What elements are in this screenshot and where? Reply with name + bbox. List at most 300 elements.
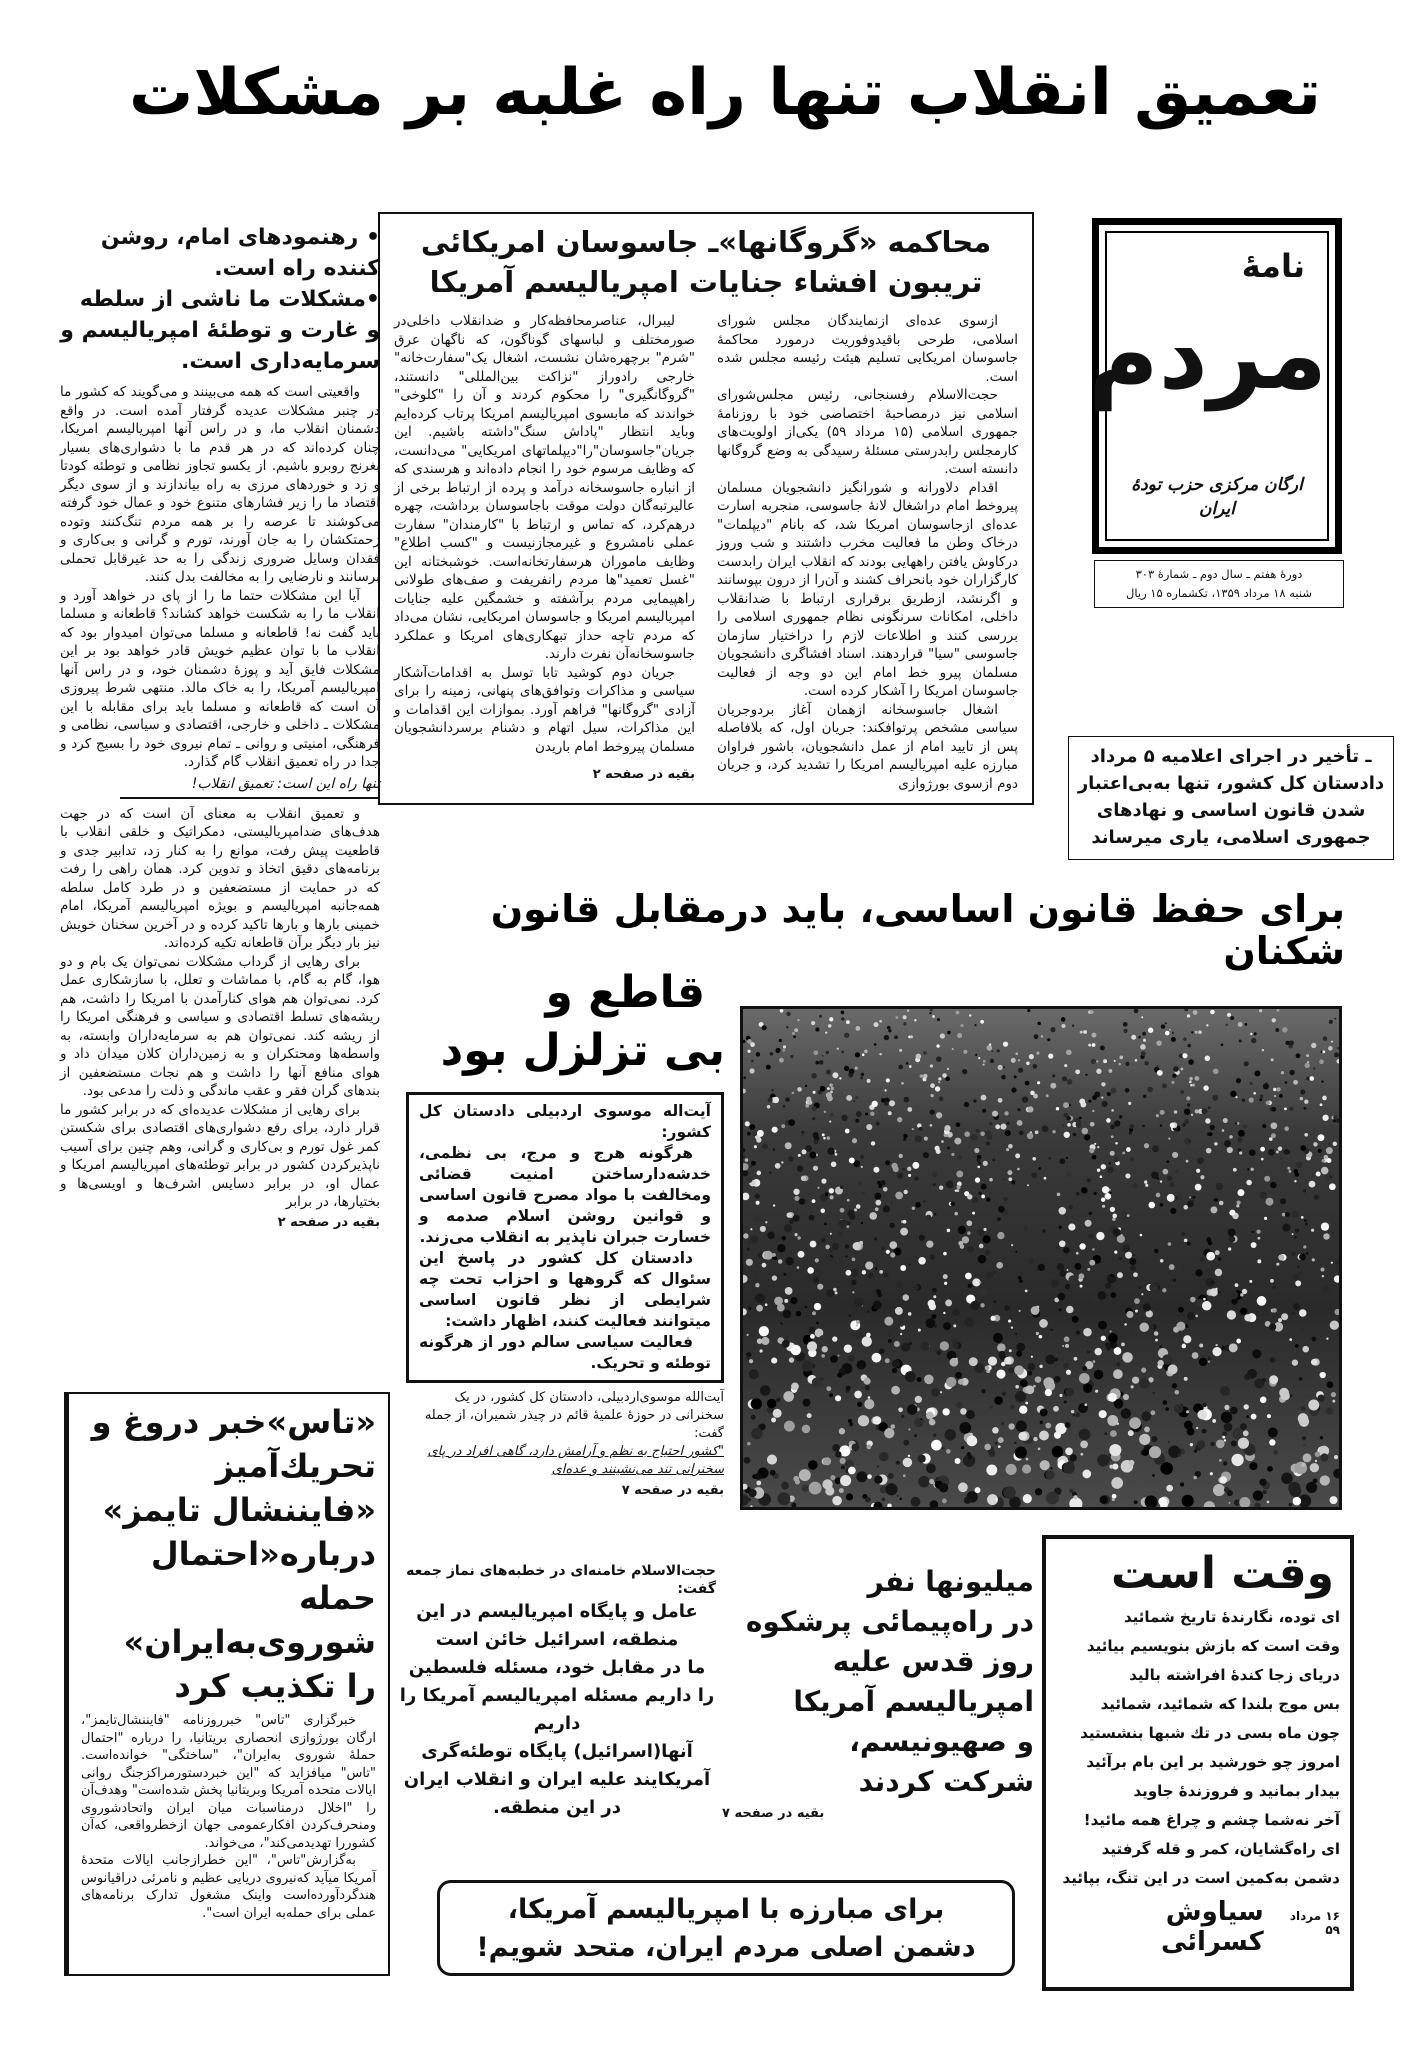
photo-grain: [801, 1134, 803, 1136]
photo-grain: [1152, 1392, 1154, 1394]
photo-grain: [1333, 1115, 1337, 1119]
photo-grain: [1258, 1237, 1261, 1240]
photo-grain: [1210, 1472, 1213, 1475]
photo-grain: [1320, 1475, 1330, 1485]
photo-grain: [1322, 1050, 1325, 1053]
photo-grain: [1265, 1198, 1273, 1206]
photo-grain: [1147, 1087, 1153, 1093]
photo-grain: [858, 1181, 862, 1185]
photo-grain: [785, 1097, 790, 1102]
photo-grain: [1331, 1041, 1333, 1043]
photo-grain: [1308, 1400, 1319, 1411]
photo-grain: [1045, 1423, 1051, 1429]
photo-grain: [842, 1443, 844, 1445]
photo-grain: [931, 1440, 942, 1451]
poem-line: ای توده، نگارندهٔ تاریخ شمائید: [1123, 1608, 1340, 1626]
photo-grain: [1084, 1134, 1090, 1140]
photo-grain: [839, 1077, 841, 1079]
photo-grain: [1317, 1395, 1324, 1402]
issue-line: دورهٔ هفتم ـ سال دوم ـ شمارهٔ ۳۰۳: [1135, 567, 1303, 581]
photo-grain: [809, 1215, 815, 1221]
photo-grain: [799, 1469, 811, 1481]
photo-grain: [866, 1124, 872, 1130]
photo-grain: [846, 1225, 849, 1228]
photo-grain: [899, 1498, 902, 1501]
photo-grain: [1227, 1013, 1231, 1017]
photo-grain: [819, 1060, 824, 1065]
photo-grain: [1111, 1292, 1117, 1298]
photo-grain: [903, 1458, 913, 1468]
photo-grain: [1042, 1125, 1049, 1132]
photo-grain: [865, 1497, 871, 1503]
photo-grain: [995, 1442, 997, 1444]
photo-grain: [794, 1196, 799, 1201]
photo-grain: [1209, 1132, 1213, 1136]
photo-grain: [1133, 1272, 1138, 1277]
photo-grain: [799, 1198, 805, 1204]
photo-grain: [1295, 1280, 1301, 1286]
photo-grain: [1065, 1448, 1073, 1456]
photo-grain: [1306, 1077, 1310, 1081]
photo-grain: [884, 1035, 889, 1040]
editorial-signoff: تنها راه این است: تعمیق انقلاب!: [120, 776, 380, 799]
photo-grain: [1150, 1410, 1155, 1415]
article-headline: «فایننشال تایمز»: [102, 1491, 376, 1529]
photo-grain: [801, 1131, 804, 1134]
photo-grain: [1172, 1152, 1178, 1158]
photo-grain: [1315, 1452, 1321, 1458]
photo-grain: [793, 1189, 799, 1195]
photo-grain: [793, 1035, 796, 1038]
photo-grain: [1097, 1454, 1109, 1466]
photo-grain: [1114, 1157, 1119, 1162]
photo-grain: [1269, 1323, 1276, 1330]
photo-grain: [1107, 1415, 1118, 1426]
photo-grain: [832, 1444, 840, 1452]
photo-grain: [767, 1105, 771, 1109]
slogan-line: دشمن اصلی مردم ایران، متحد شویم!: [476, 1932, 976, 1963]
photo-grain: [1256, 1230, 1260, 1234]
photo-grain: [1300, 1089, 1305, 1094]
photo-grain: [1170, 1208, 1176, 1214]
photo-grain: [1105, 1193, 1112, 1200]
photo-grain: [956, 1358, 958, 1360]
photo-grain: [957, 1033, 962, 1038]
photo-grain: [934, 1347, 938, 1351]
photo-grain: [1299, 1253, 1306, 1260]
photo-grain: [918, 1329, 921, 1332]
slogan-box: [437, 1880, 1015, 1976]
photo-grain: [1142, 1449, 1149, 1456]
photo-grain: [923, 1051, 927, 1055]
photo-grain: [1299, 1417, 1309, 1427]
photo-grain: [1121, 1342, 1125, 1346]
photo-grain: [1212, 1347, 1221, 1356]
photo-grain: [898, 1065, 903, 1070]
photo-grain: [1220, 1386, 1230, 1396]
photo-grain: [1187, 1242, 1191, 1246]
photo-grain: [1320, 1436, 1323, 1439]
photo-grain: [1157, 1070, 1163, 1076]
photo-grain: [1318, 1149, 1322, 1153]
photo-grain: [838, 1355, 840, 1357]
photo-grain: [775, 1048, 780, 1053]
poem-author: سیاوش کسرائی: [1160, 1897, 1264, 1957]
photo-grain: [1125, 1062, 1129, 1066]
photo-grain: [817, 1187, 819, 1189]
photo-grain: [848, 1467, 856, 1475]
photo-grain: [1327, 1381, 1334, 1388]
photo-grain: [1142, 1125, 1145, 1128]
photo-grain: [1101, 1336, 1106, 1341]
photo-grain: [887, 1026, 891, 1030]
photo-grain: [914, 1019, 916, 1021]
photo-grain: [1040, 1408, 1048, 1416]
headline-line: میلیونها نفر: [867, 1565, 1034, 1598]
photo-grain: [1089, 1148, 1094, 1153]
photo-grain: [841, 1051, 844, 1054]
photo-grain: [1160, 1462, 1173, 1475]
photo-grain: [968, 1284, 973, 1289]
photo-grain: [1278, 1146, 1282, 1150]
photo-grain: [844, 1033, 849, 1038]
photo-grain: [1092, 1043, 1096, 1047]
photo-grain: [937, 1018, 940, 1021]
photo-grain: [767, 1232, 775, 1240]
photo-grain: [874, 1043, 877, 1046]
photo-grain: [1189, 1140, 1191, 1142]
photo-grain: [1072, 1414, 1075, 1417]
photo-grain: [1050, 1083, 1056, 1089]
photo-grain: [1178, 1453, 1181, 1456]
photo-grain: [1291, 1311, 1294, 1314]
photo-grain: [797, 1087, 802, 1092]
photo-grain: [915, 1202, 921, 1208]
photo-grain: [1311, 1229, 1314, 1232]
photo-grain: [755, 1283, 759, 1287]
photo-grain: [1195, 1184, 1202, 1191]
photo-grain: [815, 1061, 819, 1065]
article-headline: را تکذیب کرد: [174, 1667, 376, 1705]
main-headline: تعمیق انقلاب تنها راه غلبه بر مشکلات: [129, 56, 1321, 130]
photo-grain: [929, 1479, 934, 1484]
photo-grain: [807, 1341, 817, 1351]
photo-grain: [1017, 1168, 1020, 1171]
photo-grain: [1058, 1293, 1066, 1301]
photo-grain: [1186, 1160, 1189, 1163]
photo-grain: [929, 1419, 936, 1426]
photo-grain: [920, 1342, 929, 1351]
photo-grain: [1330, 1176, 1332, 1178]
photo-grain: [797, 1236, 800, 1239]
photo-grain: [1246, 1180, 1252, 1186]
photo-grain: [1162, 1169, 1168, 1175]
photo-grain: [1038, 1264, 1045, 1271]
photo-grain: [900, 1228, 908, 1236]
photo-grain: [1252, 1231, 1254, 1233]
photo-grain: [958, 1482, 968, 1492]
photo-grain: [1093, 1296, 1098, 1301]
photo-grain: [1017, 1120, 1023, 1126]
photo-grain: [826, 1289, 834, 1297]
photo-grain: [1160, 1110, 1165, 1115]
paragraph: و تعمیق انقلاب به معنای آن است که در جهت هدف‌های ضدامپریالیستی، دمکراتیک و خلقی انقلاب با قاطعیت پیش رفت، موانع را به کنار زد، تدابیر جدی و برنامه‌های دقیق اتخاذ و تدوین کرد. همان راهی را رفت که در حمایت از مستضعفین و در طرد کامل سلطه همه‌جانبه امپریالیسم و بویژه امپریالیسم آمریکا، امام خمینی بارها و بارها تاکید کرده و در آخرین سخنان خویش نیز بار دیگر برآن قاطعانه تکیه کرده‌اند.: [60, 805, 380, 951]
photo-grain: [1187, 1014, 1190, 1017]
photo-grain: [894, 1035, 898, 1039]
photo-grain: [1086, 1320, 1089, 1323]
photo-grain: [918, 1127, 922, 1131]
photo-grain: [1125, 1173, 1130, 1178]
photo-grain: [827, 1096, 833, 1102]
poem-date: ۱۶ مرداد ۵۹: [1289, 1909, 1340, 1937]
photo-grain: [986, 1141, 990, 1145]
editorial-kicker: •مشکلات ما ناشی از سلطه و غارت و توطئهٔ امپریالیسم و سرمایه‌داری است.: [60, 287, 380, 374]
photo-grain: [939, 1483, 949, 1493]
photo-grain: [865, 1112, 868, 1115]
paragraph: ازسوی عده‌ای ازنمایندگان مجلس شورای اسلامی، طرحی باقیدوفوریت درمورد محاکمهٔ جاسوسان امریکایی تسلیم هیئت رئیسه مجلس شده است.: [717, 313, 1018, 385]
photo-grain: [766, 1065, 771, 1070]
photo-grain: [1323, 1241, 1328, 1246]
photo-grain: [1242, 1289, 1247, 1294]
photo-grain: [1251, 1038, 1256, 1043]
article-column: [717, 312, 1018, 793]
paragraph: آیا این مشکلات حتما ما را از پای در خواهد آورد و انقلاب ما را به شکست خواهد کشاند؟ قاطعانه و مسلما باید گفت نه! قاطعانه و مسلما می‌توان امیدوار بود که انقلاب ما با توان عظیم خویش قادر خواهد بود بر این مشکلات فایق آید و پوزهٔ دشمنان خود، و در راس آنها امپریالیسم آمریکا، را به خاک مالد. منتهی شرط پیروزی آن است که قاطعانه و مسلما باید برای مقابله با این مشکلات ـ داخلی و خارجی، اقتصادی و سیاسی، نظامی و فرهنگی، امنیتی و روانی ـ تمام نیروی خود را بسیج کرد و جدا در راه تعمیق انقلاب گام گذارد.: [60, 587, 380, 770]
photo-grain: [1052, 1130, 1055, 1133]
photo-grain: [1015, 1447, 1027, 1459]
photo-grain: [1050, 1027, 1055, 1032]
photo-grain: [1106, 1118, 1111, 1123]
photo-grain: [1323, 1233, 1330, 1240]
photo-grain: [886, 1078, 890, 1082]
photo-grain: [1027, 1009, 1030, 1012]
photo-grain: [1018, 1059, 1020, 1061]
photo-grain: [1190, 1297, 1196, 1303]
photo-grain: [875, 1267, 878, 1270]
photo-grain: [881, 1247, 884, 1250]
photo-grain: [1092, 1248, 1095, 1251]
photo-grain: [1111, 1274, 1114, 1277]
photo-grain: [1240, 1293, 1243, 1296]
photo-grain: [846, 1255, 848, 1257]
photo-grain: [784, 1421, 795, 1432]
photo-grain: [824, 1223, 827, 1226]
photo-grain: [844, 1344, 852, 1352]
photo-grain: [1022, 1464, 1031, 1473]
photo-grain: [777, 1244, 785, 1252]
photo-grain: [818, 1243, 820, 1245]
photo-grain: [954, 1212, 958, 1216]
photo-grain: [958, 1379, 964, 1385]
photo-grain: [1304, 1133, 1308, 1137]
photo-grain: [1264, 1176, 1270, 1182]
photo-grain: [1264, 1217, 1267, 1220]
photo-grain: [874, 1237, 877, 1240]
photo-grain: [1306, 1482, 1317, 1493]
photo-grain: [1260, 1192, 1267, 1199]
photo-grain: [1123, 1022, 1128, 1027]
photo-grain: [777, 1304, 785, 1312]
photo-grain: [926, 1318, 936, 1328]
photo-grain: [1269, 1439, 1275, 1445]
photo-grain: [1075, 1412, 1080, 1417]
headline-line: و صهیونیسم،: [849, 1725, 1034, 1758]
photo-grain: [756, 1201, 760, 1205]
photo-grain: [809, 1482, 822, 1495]
photo-grain: [879, 1020, 882, 1023]
photo-grain: [1268, 1427, 1278, 1437]
photo-grain: [749, 1124, 755, 1130]
photo-grain: [807, 1100, 812, 1105]
headline-line: شرکت کردند: [858, 1765, 1034, 1798]
photo-grain: [874, 1022, 879, 1027]
photo-grain: [1151, 1436, 1157, 1442]
photo-grain: [981, 1389, 985, 1393]
photo-grain: [1116, 1362, 1120, 1366]
photo-grain: [1079, 1117, 1082, 1120]
photo-grain: [1195, 1315, 1198, 1318]
photo-grain: [1154, 1249, 1158, 1253]
photo-grain: [787, 1212, 792, 1217]
photo-grain: [839, 1428, 845, 1434]
photo-grain: [1119, 1257, 1122, 1260]
photo-grain: [888, 1111, 892, 1115]
photo-grain: [975, 1054, 977, 1056]
photo-grain: [924, 1137, 928, 1141]
photo-grain: [865, 1261, 873, 1269]
photo-grain: [788, 1119, 795, 1126]
photo-grain: [946, 1449, 951, 1454]
photo-grain: [1189, 1196, 1191, 1198]
photo-grain: [1244, 1314, 1251, 1321]
photo-grain: [754, 1145, 757, 1148]
photo-grain: [873, 1167, 879, 1173]
photo-grain: [1322, 1096, 1327, 1101]
photo-grain: [846, 1270, 852, 1276]
photo-grain: [854, 1208, 857, 1211]
photo-grain: [991, 1050, 993, 1052]
photo-grain: [1156, 1312, 1159, 1315]
photo-grain: [829, 1188, 834, 1193]
photo-grain: [745, 1121, 750, 1126]
photo-grain: [1096, 1060, 1098, 1062]
poem-line: بس موج بلندا که شمائید، شمائید: [1100, 1695, 1340, 1713]
photo-grain: [1092, 1110, 1094, 1112]
photo-grain: [862, 1053, 865, 1056]
photo-grain: [840, 1475, 851, 1486]
photo-grain: [839, 1488, 844, 1493]
photo-grain: [809, 1152, 816, 1159]
photo-grain: [1296, 1161, 1303, 1168]
poem-line: وقت است که بازش بنویسیم بیائید: [1086, 1637, 1340, 1655]
photo-grain: [986, 1305, 992, 1311]
photo-grain: [1334, 1018, 1336, 1020]
photo-grain: [1040, 1421, 1043, 1424]
photo-grain: [1042, 1229, 1045, 1232]
photo-grain: [936, 1056, 942, 1062]
photo-grain: [745, 1158, 749, 1162]
photo-grain: [1289, 1107, 1293, 1111]
photo-grain: [1259, 1009, 1262, 1012]
photo-grain: [811, 1021, 815, 1025]
photo-grain: [1141, 1411, 1151, 1421]
photo-grain: [918, 1476, 930, 1488]
photo-grain: [809, 1327, 816, 1334]
photo-grain: [940, 1391, 942, 1393]
photo-grain: [1160, 1259, 1164, 1263]
photo-grain: [923, 1152, 929, 1158]
photo-grain: [1222, 1436, 1225, 1439]
photo-grain: [979, 1244, 984, 1249]
photo-grain: [880, 1180, 885, 1185]
photo-grain: [1102, 1205, 1105, 1208]
photo-grain: [966, 1220, 972, 1226]
photo-grain: [829, 1120, 831, 1122]
photo-grain: [1070, 1454, 1077, 1461]
photo-grain: [900, 1265, 906, 1271]
photo-grain: [1230, 1016, 1234, 1020]
photo-grain: [1075, 1069, 1080, 1074]
photo-grain: [1297, 1265, 1300, 1268]
photo-grain: [958, 1155, 963, 1160]
photo-grain: [1210, 1010, 1215, 1015]
photo-grain: [829, 1017, 833, 1021]
photo-grain: [896, 1281, 904, 1289]
photo-grain: [990, 1316, 995, 1321]
poem-line: ای راه‌گشایان، کمر و قله گرفتید: [1101, 1840, 1340, 1858]
photo-grain: [793, 1215, 800, 1222]
photo-grain: [1249, 1280, 1252, 1283]
photo-grain: [1232, 1428, 1244, 1440]
photo-grain: [978, 1162, 982, 1166]
photo-grain: [1261, 1158, 1264, 1161]
paragraph: جریان دوم کوشید تابا توسل به اقدامات‌آشکار سیاسی و مذاکرات وتوافق‌های پنهانی، زمینه را برای آزادی "گروگانها" فراهم آورد. بموازات این اقدامات و این مذاکرات، سیل اتهام و دشنام برسردانشجویان مسلمان پیروخط امام باریدن: [394, 664, 695, 755]
photo-grain: [1038, 1167, 1041, 1170]
photo-grain: [813, 1091, 816, 1094]
photo-grain: [1178, 1195, 1183, 1200]
photo-grain: [1187, 1312, 1195, 1320]
photo-grain: [1205, 1056, 1211, 1062]
photo-grain: [1052, 1074, 1055, 1077]
photo-grain: [805, 1085, 807, 1087]
photo-grain: [1158, 1497, 1167, 1506]
photo-grain: [1114, 1060, 1116, 1062]
photo-grain: [895, 1307, 903, 1315]
photo-grain: [1200, 1257, 1205, 1262]
photo-grain: [942, 1408, 949, 1415]
photo-grain: [1305, 1223, 1308, 1226]
photo-grain: [1236, 1260, 1239, 1263]
photo-grain: [1011, 1180, 1015, 1184]
photo-grain: [964, 1317, 974, 1327]
photo-grain: [1104, 1432, 1107, 1435]
photo-grain: [971, 1134, 978, 1141]
photo-grain: [835, 1451, 841, 1457]
photo-grain: [1033, 1094, 1038, 1099]
photo-grain: [1000, 1124, 1006, 1130]
photo-grain: [974, 1024, 976, 1026]
photo-grain: [1061, 1017, 1066, 1022]
photo-grain: [930, 1083, 935, 1088]
photo-grain: [1293, 1080, 1298, 1085]
photo-grain: [1235, 1283, 1239, 1287]
photo-grain: [1299, 1309, 1307, 1317]
photo-grain: [1079, 1243, 1085, 1249]
photo-grain: [1035, 1130, 1039, 1134]
photo-grain: [877, 1465, 879, 1467]
photo-grain: [855, 1096, 858, 1099]
photo-grain: [777, 1492, 790, 1505]
photo-grain: [967, 1452, 971, 1456]
